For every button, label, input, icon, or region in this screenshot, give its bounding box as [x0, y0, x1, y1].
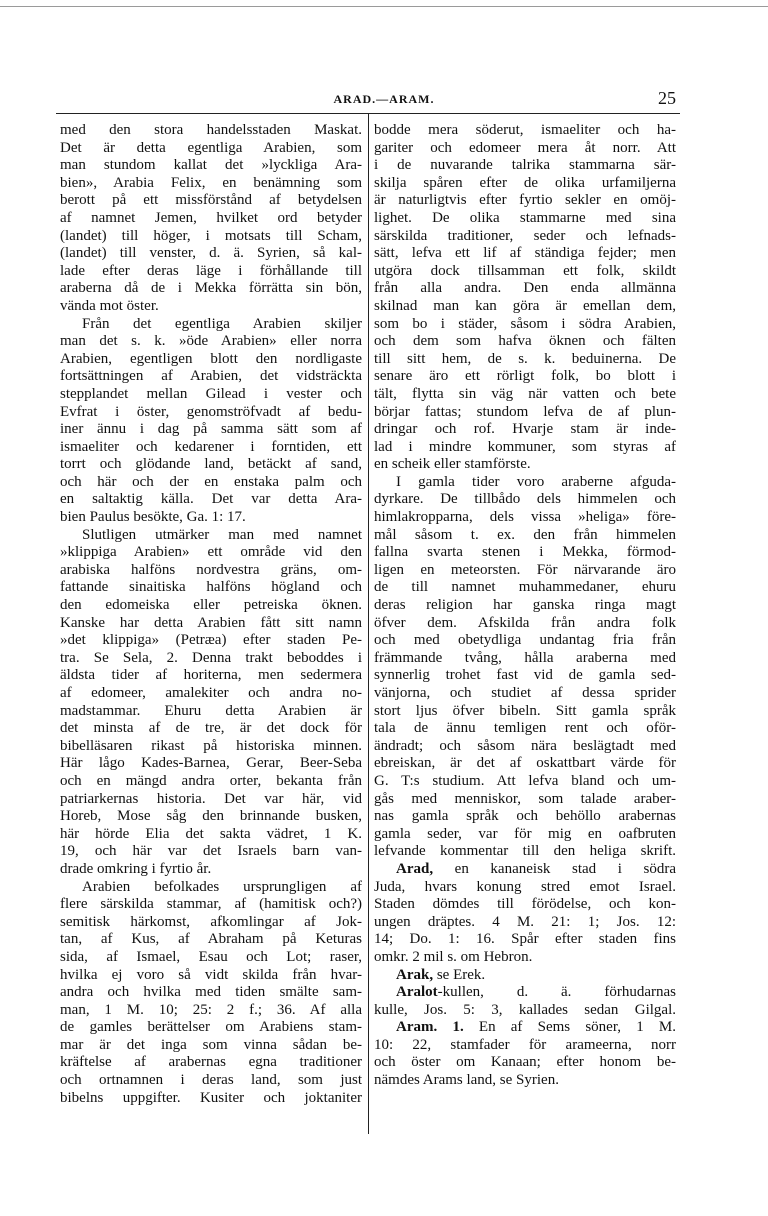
entry-text: -kullen, d. ä. förhudarnas: [437, 984, 676, 1001]
text-line: till sitt hem, de s. k. beduinerna. De: [374, 350, 676, 367]
text-line: från alla andra. Den enda allmänna: [374, 280, 676, 297]
text-line: dyrkare. De tillbådo dels himmelen och: [374, 491, 676, 508]
text-line: mål såsom t. ex. den från himmelen: [374, 526, 676, 543]
text-line: lefvande kommentar till den heliga skrift.: [374, 843, 676, 860]
scan-edge-rule: [0, 6, 768, 7]
text-line: Kanske har detta Arabien fått sitt namn: [60, 614, 362, 631]
text-line: Evfrat i öster, genomströfvadt af bedu-: [60, 403, 362, 420]
text-line: bibelläsaren rikast på historiska minnen.: [60, 737, 362, 754]
text-line: drade omkring i fyrtio år.: [60, 860, 212, 877]
entry-text: se Erek.: [433, 966, 486, 983]
text-line: en scheik eller stamförste.: [374, 456, 531, 473]
text-line: de gamles berättelser om Arabiens stam-: [60, 1019, 362, 1036]
text-line: och här och der en enstaka palm och: [60, 473, 362, 490]
text-line: kulle, Jos. 5: 3, kallades sedan Gilgal.: [374, 1001, 676, 1018]
entry-text: en kananeisk stad i södra: [433, 860, 676, 877]
text-line: börjar fattas; stundom lefva de af plun-: [374, 403, 676, 420]
text-line: madstammar. Ehuru detta Arabien är: [60, 702, 362, 719]
text-line: lade efter deras läge i förhållande till: [60, 262, 362, 279]
text-line: Här lågo Kades-Barnea, Gerar, Beer-Seba: [60, 755, 362, 772]
text-line: som bo i städer, såsom i södra Arabien,: [374, 315, 676, 332]
text-line: mar är det inga som vinna sådan be-: [60, 1036, 362, 1053]
column-divider: [368, 114, 369, 1134]
text-line: kräftelse af arabernas egna traditioner: [60, 1054, 362, 1071]
text-line: nas gamla språk och behöllo arabernas: [374, 808, 676, 825]
text-line: och en mängd andra orter, bekanta från: [60, 772, 362, 789]
text-line: och öster om Kanaan; efter honom be-: [374, 1054, 676, 1071]
text-line: 14; Do. 1: 16. Spår efter staden fins: [374, 931, 676, 948]
text-line: tält, flytta sin väg när vatten och bete: [374, 385, 676, 402]
text-line: fattande sinaitiska halföns högland och: [60, 579, 362, 596]
text-line: man det s. k. »öde Arabien» eller norra: [60, 333, 362, 350]
text-line: Slutligen utmärker man med namnet: [82, 526, 362, 543]
text-line: ebreiskan, är det af oskattbart värde för: [374, 755, 676, 772]
text-line: semitisk härkomst, afkomlingar af Jok-: [60, 913, 362, 930]
text-line: (landet) till höger, i motsats till Scham,: [60, 227, 362, 244]
text-line: [374, 984, 676, 1002]
text-line: och dem som hafva öknen och fälten: [374, 333, 676, 350]
text-line: fortsättningen af Arabien, det vidsträckta: [60, 368, 362, 385]
text-line: ligen en meteorsten. För närvarande äro: [374, 561, 676, 578]
text-line: arabiska halföns nordvestra gräns, om-: [60, 561, 362, 578]
text-line: ismaeliter och kedarener i forntiden, ett: [60, 438, 362, 455]
text-line: bien Paulus besökte, Ga. 1: 17.: [60, 509, 246, 526]
text-line: skilja spåren efter de olika urfamiljerna: [374, 174, 676, 191]
text-line: berott på ett missförstånd af betydelsen: [60, 192, 362, 209]
page-number: 25: [658, 88, 676, 108]
text-line: [374, 967, 676, 985]
text-line: sida, af Ismael, Esau och Lot; raser,: [60, 948, 362, 965]
text-line: nämdes Arams land, se Syrien.: [374, 1072, 559, 1089]
text-line: Från det egentliga Arabien skiljer: [82, 315, 362, 332]
text-line: och med obetydliga undantag fria från: [374, 632, 676, 649]
text-line: (landet) till venster, d. ä. Syrien, så kal-: [60, 245, 362, 262]
text-line: man stundom kallat det »lyckliga Ara-: [60, 157, 362, 174]
text-line: man, 1 M. 10; 25: 2 f.; 36. Af alla: [60, 1001, 362, 1018]
text-line: de till namnet muhammedaner, ehuru: [374, 579, 676, 596]
text-line: omkr. 2 mil s. om Hebron.: [374, 948, 533, 965]
text-line: senare äro ett rörligt folk, bo blott i: [374, 368, 676, 385]
text-line: lad i mindre kommuner, som styras af: [374, 438, 676, 455]
text-line: det minsta af de tre, är det dock för: [60, 720, 362, 737]
right-column: [374, 122, 676, 1090]
text-line: skilnad man kan göra är emellan dem,: [374, 297, 676, 314]
text-line: gamla seder, var för mig en oafbruten: [374, 825, 676, 842]
text-line: utgöra dock tillsamman ett folk, skildt: [374, 262, 676, 279]
text-line: [374, 861, 676, 879]
text-line: af edomeer, amalekiter och andra no-: [60, 685, 362, 701]
text-line: patriarkernas historia. Det var här, vid: [60, 790, 362, 807]
text-line: af namnet Jemen, hvilket ord betyder: [60, 209, 362, 226]
text-line: I gamla tider voro araberne afguda-: [396, 473, 676, 490]
entry-headword: Arak,: [396, 966, 434, 983]
text-line: »det klippiga» (Petræa) efter staden Pe-: [60, 632, 362, 649]
text-line: Arabien, egentligen blott den nordligaste: [60, 350, 362, 367]
text-line: andra och hvilka med tiden smälte sam-: [60, 984, 362, 1001]
text-line: bodde mera söderut, ismaeliter och ha-: [374, 122, 676, 138]
entry-text: En af Sems söner, 1 M.: [463, 1019, 676, 1036]
left-column: [60, 122, 362, 1107]
text-line: fallna svarta stenen i Mekka, förmod-: [374, 544, 676, 561]
text-line: sätt, lefva ett lif af ständiga fejder; men: [374, 245, 676, 262]
text-line: »klippiga Arabien» ett område vid den: [60, 544, 362, 561]
text-line: araberna då de i Mekka förrätta sin bön,: [60, 280, 362, 297]
text-line: 10: 22, stamfader för arameerna, norr: [374, 1036, 676, 1053]
text-line: hvilka ej voro så vidt skilda från hvar-: [60, 966, 362, 983]
text-line: lighet. De olika stammarne med sina: [374, 209, 676, 226]
text-line: bibelns uppgifter. Kusiter och joktaniter: [60, 1089, 362, 1106]
text-line: särskilda traditioner, seder och lefnads-: [374, 227, 676, 244]
text-line: gariter och edomeer mera åt norr. Att: [374, 139, 676, 156]
text-line: tan, af Kus, af Abraham på Keturas: [60, 931, 362, 948]
text-line: i de nuvarande talrika stammarna sär-: [374, 157, 676, 174]
text-line: himlakropparna, dels vissa »heliga» före-: [374, 509, 676, 526]
text-line: Staden dömdes till förödelse, och kon-: [374, 896, 676, 913]
text-line: 19, och här var det Israels barn van-: [60, 843, 362, 860]
text-line: stepplandet mellan Gilead i vester och: [60, 385, 362, 402]
text-line: vända mot öster.: [60, 297, 159, 314]
text-line: ungen dräptes. 4 M. 21: 1; Jos. 12:: [374, 913, 676, 930]
text-line: Horeb, Mose såg den brinnande busken,: [60, 808, 362, 825]
text-line: är naturligtvis efter fyrtio sekler en omöj-: [374, 192, 676, 209]
entry-headword: Aram. 1.: [396, 1019, 464, 1036]
text-line: äldsta tider af horiterna, men sedermera: [60, 667, 362, 684]
text-line: tra. Se Sela, 2. Denna trakt beboddes i: [60, 649, 362, 666]
text-line: torrt och glödande land, betäckt af sand,: [60, 456, 362, 473]
text-line: bien», Arabia Felix, en benämning som: [60, 174, 362, 191]
text-line: iner ännu i dag på samma sätt som af: [60, 421, 362, 438]
text-line: öfver dem. Afskilda från andra folk: [374, 614, 676, 631]
text-line: Det är detta egentliga Arabien, som: [60, 139, 362, 156]
text-line: och ortnamnen i deras land, som just: [60, 1072, 362, 1089]
text-line: flere särskilda stammar, af (hamitisk och?): [60, 896, 362, 913]
text-line: deras religion har ganska ringa magt: [374, 597, 676, 614]
running-head: ARAD.—ARAM.: [333, 92, 435, 106]
text-line: den edomeiska eller petreiska öknen.: [60, 597, 362, 614]
text-line: med den stora handelsstaden Maskat.: [60, 122, 362, 138]
text-line: vänjorna, och studiet af dessa sprider: [374, 685, 676, 701]
text-line: Juda, hvars konung stred emot Israel.: [374, 878, 676, 895]
text-line: synnerlig trohet fast vid de gamla sed-: [374, 667, 676, 684]
text-line: här hörde Elia det sakta vädret, 1 K.: [60, 825, 362, 842]
text-line: ändradt; och såsom nära beslägtadt med: [374, 737, 676, 754]
text-line: stort ljus öfver bibeln. Sitt gamla språk: [374, 702, 676, 719]
text-line: Arabien befolkades ursprungligen af: [82, 878, 362, 895]
text-line: [374, 1019, 676, 1037]
entry-headword: Arad,: [396, 860, 434, 877]
text-line: främmande tvång, hålla araberna med: [374, 649, 676, 666]
text-line: gås med menniskor, som talade araber-: [374, 790, 676, 807]
text-line: dringar och rof. Hvarje stam är inde-: [374, 421, 676, 438]
entry-headword: Aralot: [396, 984, 438, 1001]
text-line: tala de ännu temligen rent och oför-: [374, 720, 676, 737]
text-line: G. T:s studium. Att lefva bland och um-: [374, 772, 676, 789]
text-line: en saltaktig källa. Det var detta Ara-: [60, 491, 362, 508]
